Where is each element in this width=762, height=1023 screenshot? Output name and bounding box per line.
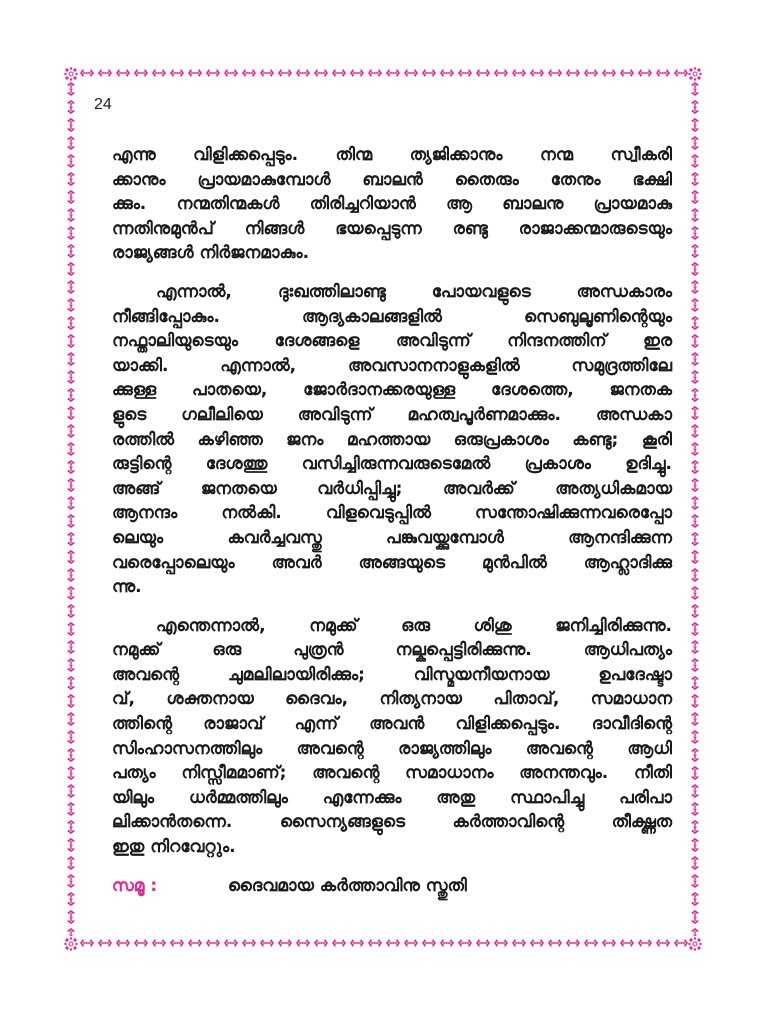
text-line: നഫ്താലിയുടെയും ദേശങ്ങളെ അവിടുന്ന് നിന്ദനത്തിന് ഇര — [112, 331, 672, 352]
corner-ornament-icon — [64, 67, 78, 81]
floral-ornament-icon — [78, 66, 688, 80]
text-line: വ്, ശക്തനായ ദൈവം, നിത്യനായ പിതാവ്, സമാധാന — [112, 689, 672, 710]
border-top — [78, 66, 688, 80]
floral-ornament-icon — [78, 936, 688, 950]
text-line: ക്കാനും പ്രായമാകുമ്പോൾ ബാലൻ തൈരും തേനും ഭക്ഷി — [112, 169, 672, 190]
text-line: ത്തിന്റെ രാജാവ് എന്ന് അവൻ വിളിക്കപ്പെടും. ദാവീദിന്റെ — [112, 714, 672, 735]
text-line: യിലും ധർമ്മത്തിലും എന്നേക്കും അതു സ്ഥാപിച്ചു പരിപാ — [112, 787, 672, 808]
corner-ornament-icon — [688, 67, 702, 81]
page-number: 24 — [94, 96, 112, 113]
text-line: രാജ്യങ്ങൾ നിർജനമാകും. — [112, 243, 310, 264]
text-line: അങ്ങ് ജനതയെ വർധിപ്പിച്ചു; അവർക്ക് അത്യധികമായ — [112, 478, 672, 499]
text-line: എന്തെന്നാൽ, നമുക്ക് ഒരു ശിശു ജനിച്ചിരിക്കുന്നു. — [156, 615, 672, 636]
text-line: ന്നു. — [112, 577, 142, 598]
paragraph — [112, 280, 672, 600]
text-line: ന്നതിനുമുൻപ് നിങ്ങൾ ഭയപ്പെടുന്ന രണ്ടു രാജാക്കന്മാരുടെയും — [112, 218, 672, 239]
corner-ornament-icon — [688, 937, 702, 951]
floral-ornament-icon — [688, 80, 702, 936]
response-label: സമൂ : — [112, 875, 158, 896]
text-line: അവന്റെ ചുമലിലായിരിക്കും; വിസ്മയനീയനായ ഉപദേഷ്ടാ — [112, 664, 672, 685]
text-line: യാക്കി. എന്നാൽ, അവസാനനാളുകളിൽ സമുദ്രത്തിലേ — [112, 355, 672, 376]
border-bottom — [78, 936, 688, 950]
text-line: എന്നാൽ, ദുഃഖത്തിലാണ്ടു പോയവളുടെ അന്ധകാരം — [156, 281, 672, 302]
corner-ornament-icon — [64, 936, 78, 950]
text-line: രുട്ടിന്റെ ദേശത്തു വസിച്ചിരുന്നവരുടെമേൽ പ്രകാശം ഉദിച്ചു. — [112, 454, 672, 475]
text-line: രത്തിൽ കഴിഞ്ഞ ജനം മഹത്തായ ഒരുപ്രകാശം കണ്ടു; കൂരി — [112, 429, 672, 450]
text-line: എന്നു വിളിക്കപ്പെടും. തിന്മ ത്യജിക്കാനും നന്മ സ്വീകരി — [112, 145, 672, 165]
response-text: ദൈവമായ കർത്താവിനു സ്തുതി — [227, 875, 467, 896]
congregation-response — [112, 874, 672, 899]
text-line: ക്കുള്ള പാതയെ, ജോർദാനക്കരയുള്ള ദേശത്തെ, ജനതക — [112, 380, 672, 401]
paragraph — [112, 143, 672, 266]
border-left — [64, 80, 78, 936]
corner-ornament-icon — [688, 66, 702, 80]
text-line: സിംഹാസനത്തിലും അവന്റെ രാജ്യത്തിലും അവന്റെ ആധി — [112, 738, 672, 759]
text-line: ലിക്കാൻതന്നെ. സൈന്യങ്ങളുടെ കർത്താവിന്റെ തീക്ഷ്ണത — [112, 812, 672, 833]
scripture-text — [112, 143, 672, 898]
text-line: ആനന്ദം നൽകി. വിളവെടുപ്പിൽ സന്തോഷിക്കുന്നവരെപ്പോ — [112, 503, 672, 524]
paragraph — [112, 614, 672, 860]
floral-ornament-icon — [64, 80, 78, 936]
corner-ornament-icon — [688, 936, 702, 950]
text-line: പത്യം നിസ്സീമമാണ്; അവന്റെ സമാധാനം അനന്തവും. നീതി — [112, 763, 672, 784]
text-line: ലെയും കവർച്ചവസ്തു പങ്കുവയ്ക്കുമ്പോൾ ആനന്ദിക്കുന്ന — [112, 527, 672, 548]
text-line: ഇതു നിറവേറ്റും. — [112, 837, 236, 858]
corner-ornament-icon — [64, 66, 78, 80]
border-right — [688, 80, 702, 936]
text-line: ളുടെ ഗലീലിയെ അവിടുന്ന് മഹത്വപൂർണമാക്കും. അന്ധകാ — [112, 404, 672, 425]
corner-ornament-icon — [64, 937, 78, 951]
text-line: നമുക്ക് ഒരു പുത്രൻ നല്കപ്പെട്ടിരിക്കുന്നു. ആധിപത്യം — [112, 640, 672, 661]
text-line: നീങ്ങിപ്പോകും. ആദ്യകാലങ്ങളിൽ സെബുലൂണിന്റെയും — [112, 306, 672, 327]
text-line: ക്കും. നന്മതിന്മകൾ തിരിച്ചറിയാൻ ആ ബാലനു പ്രായമാകു — [112, 194, 672, 215]
text-line: വരെപ്പോലെയും അവർ അങ്ങയുടെ മുൻപിൽ ആഹ്ലാദിക്കു — [112, 552, 672, 573]
